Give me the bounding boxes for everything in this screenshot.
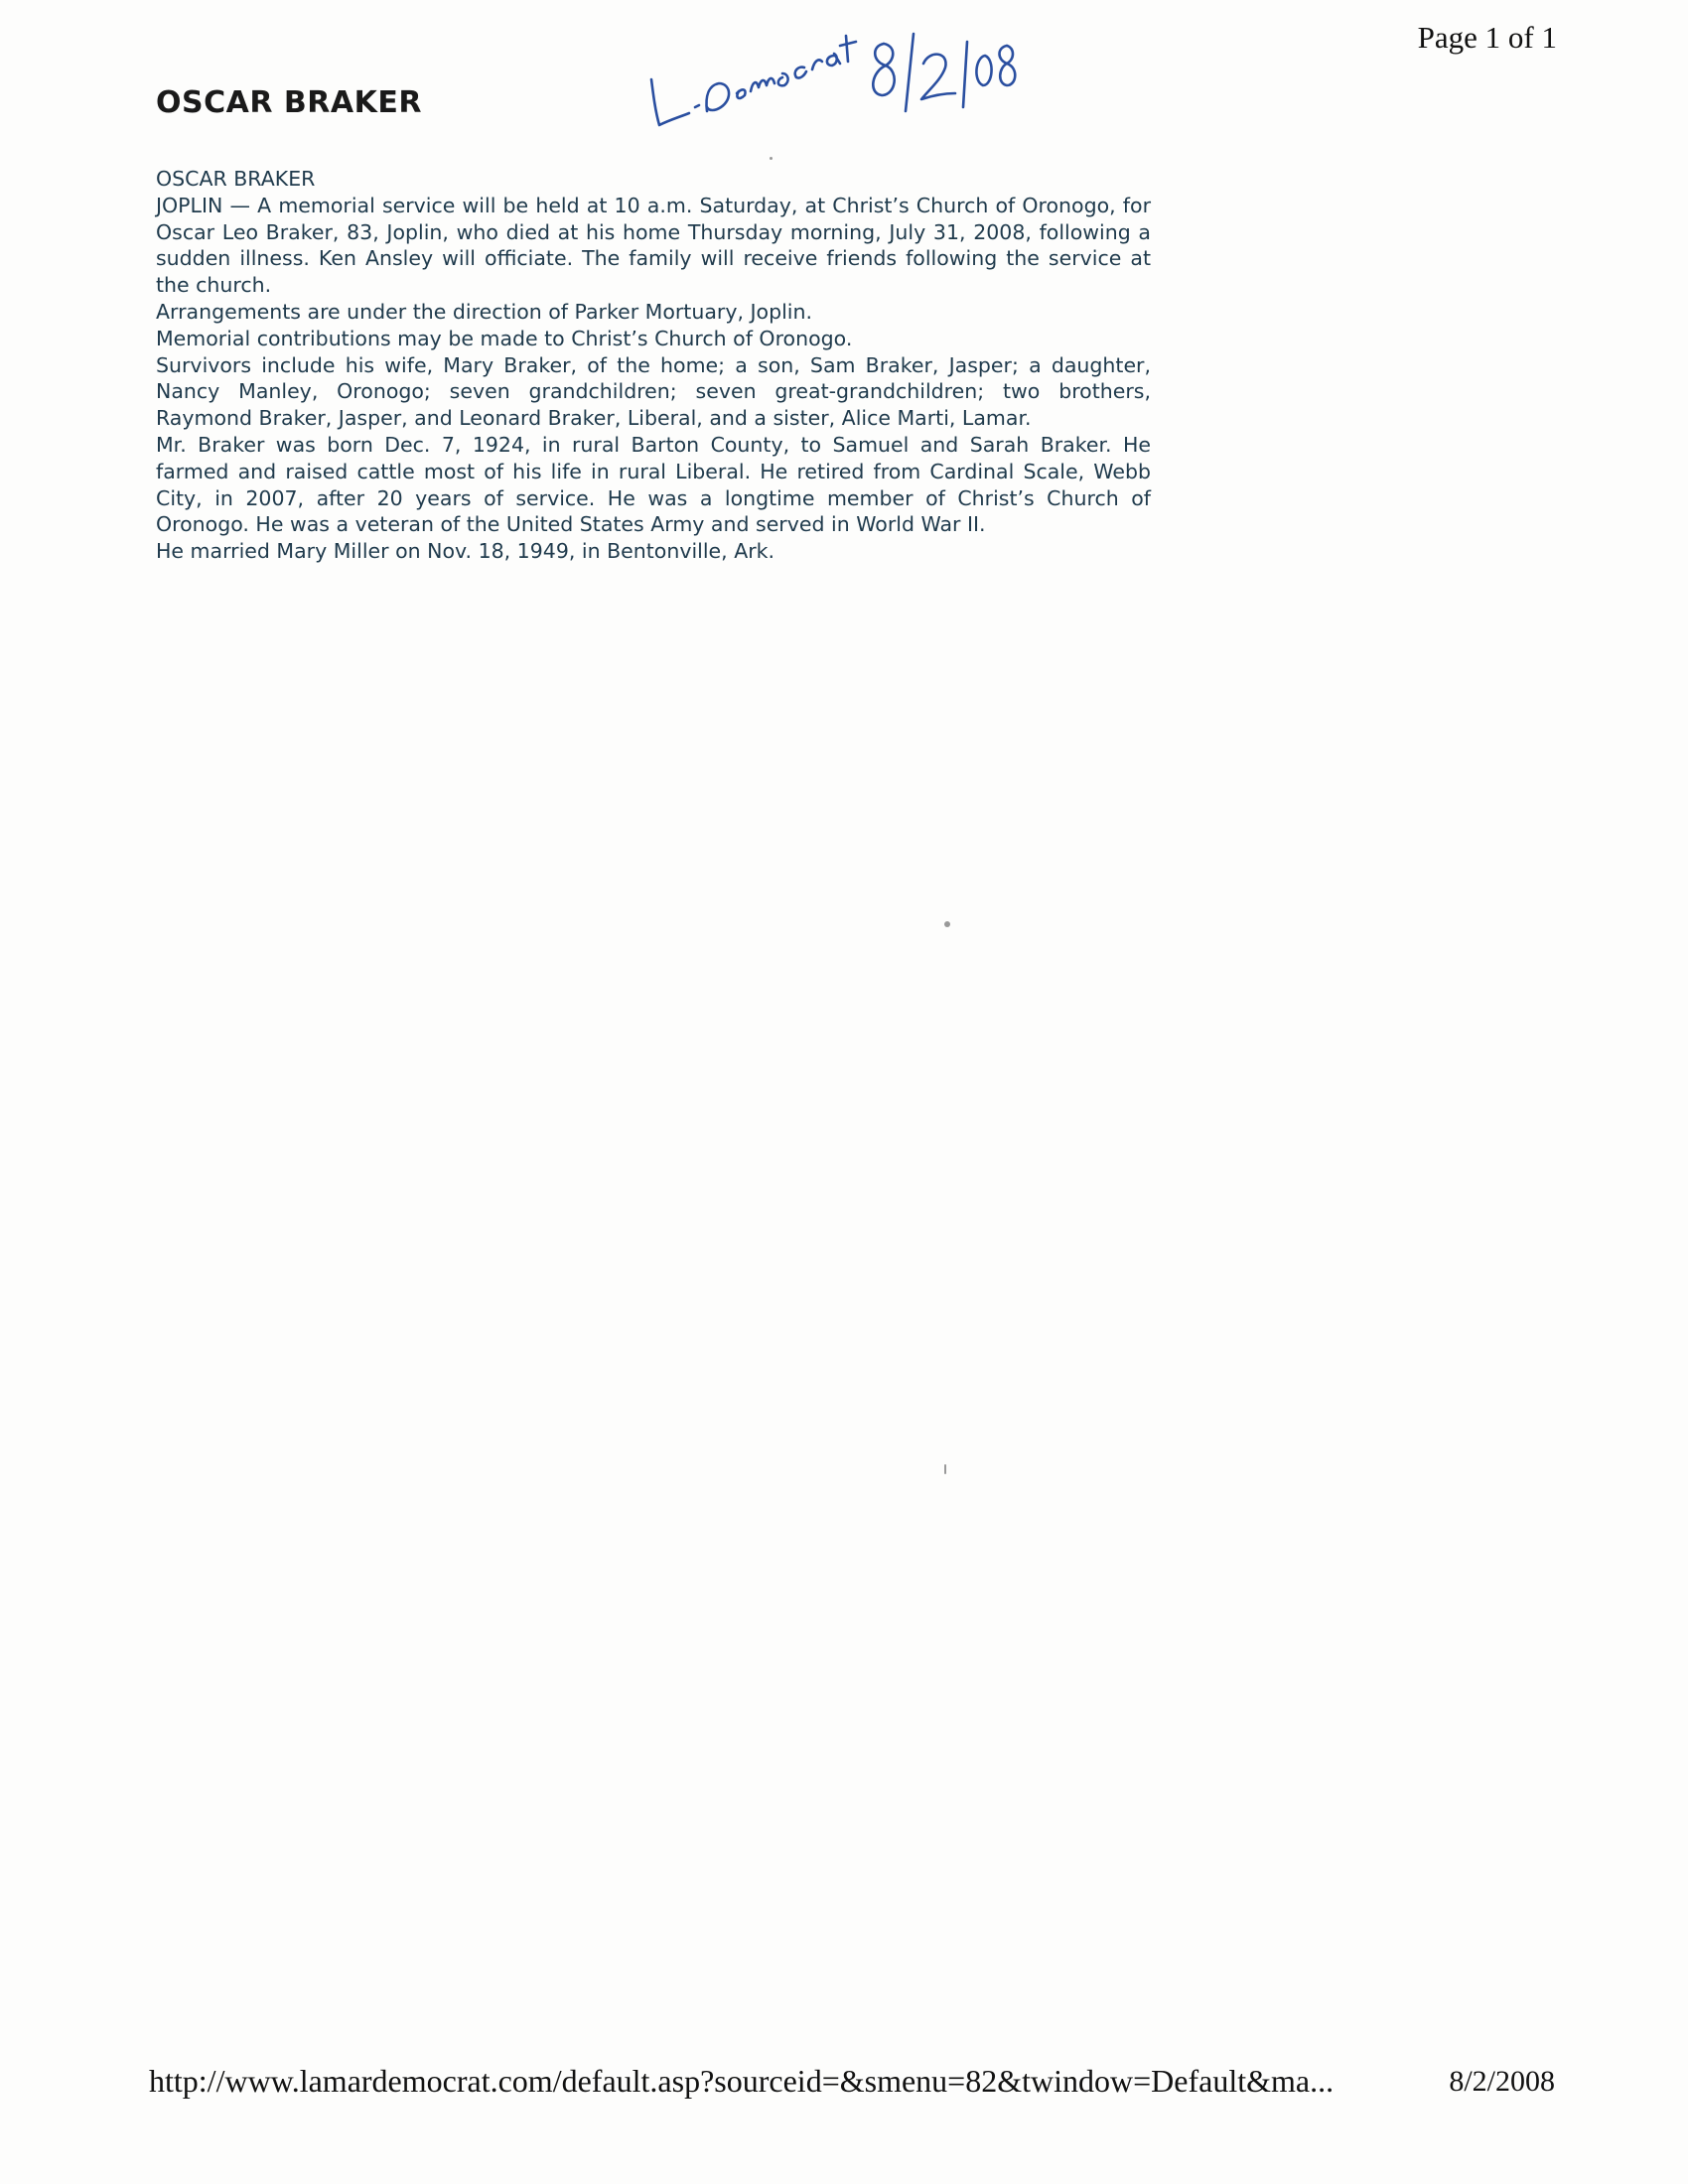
marriage-paragraph: He married Mary Miller on Nov. 18, 1949, in Bentonville, Ark. [156, 539, 775, 564]
page-title: OSCAR BRAKER [156, 85, 422, 120]
survivors-paragraph: Survivors include his wife, Mary Braker, of the home; a son, Sam Braker, Jasper; a daughter, Nancy Manley, Oronogo; seven grandchildren; seven great-grandchildren; two brothers, Raymond Braker, Jasper, and Leonard Braker, Liberal, and a sister, Alice Marti, Lamar. [156, 352, 1151, 431]
contributions-paragraph: Memorial contributions may be made to Christ’s Church of Oronogo. [156, 326, 853, 350]
source-url: http://www.lamardemocrat.com/default.asp?sourceid=&smenu=82&twindow=Default&ma... [149, 2063, 1335, 2099]
service-paragraph: JOPLIN — A memorial service will be held at 10 a.m. Saturday, at Christ’s Church of Oronogo, for Oscar Leo Braker, 83, Joplin, who died at his home Thursday morning, July 31, 2008, following a sudden illness. Ken Ansley will officiate. The family will receive friends following the service at the church. [156, 193, 1151, 298]
page-number-label: Page 1 of 1 [1417, 20, 1557, 55]
arrangements-paragraph: Arrangements are under the direction of Parker Mortuary, Joplin. [156, 299, 812, 324]
obituary-article [156, 166, 1151, 565]
scan-speck [944, 1464, 946, 1474]
biography-paragraph: Mr. Braker was born Dec. 7, 1924, in rural Barton County, to Samuel and Sarah Braker. He farmed and raised cattle most of his life in rural Liberal. He retired from Cardinal Scale, Webb City, in 2007, after 20 years of service. He was a longtime member of Christ’s Church of Oronogo. He was a veteran of the United States Army and served in World War II. [156, 432, 1151, 537]
scan-speck [770, 157, 773, 160]
print-date: 8/2/2008 [1449, 2065, 1555, 2098]
scan-speck [944, 921, 950, 927]
handwritten-date-note [635, 8, 1023, 137]
obituary-name-line: OSCAR BRAKER [156, 167, 316, 191]
